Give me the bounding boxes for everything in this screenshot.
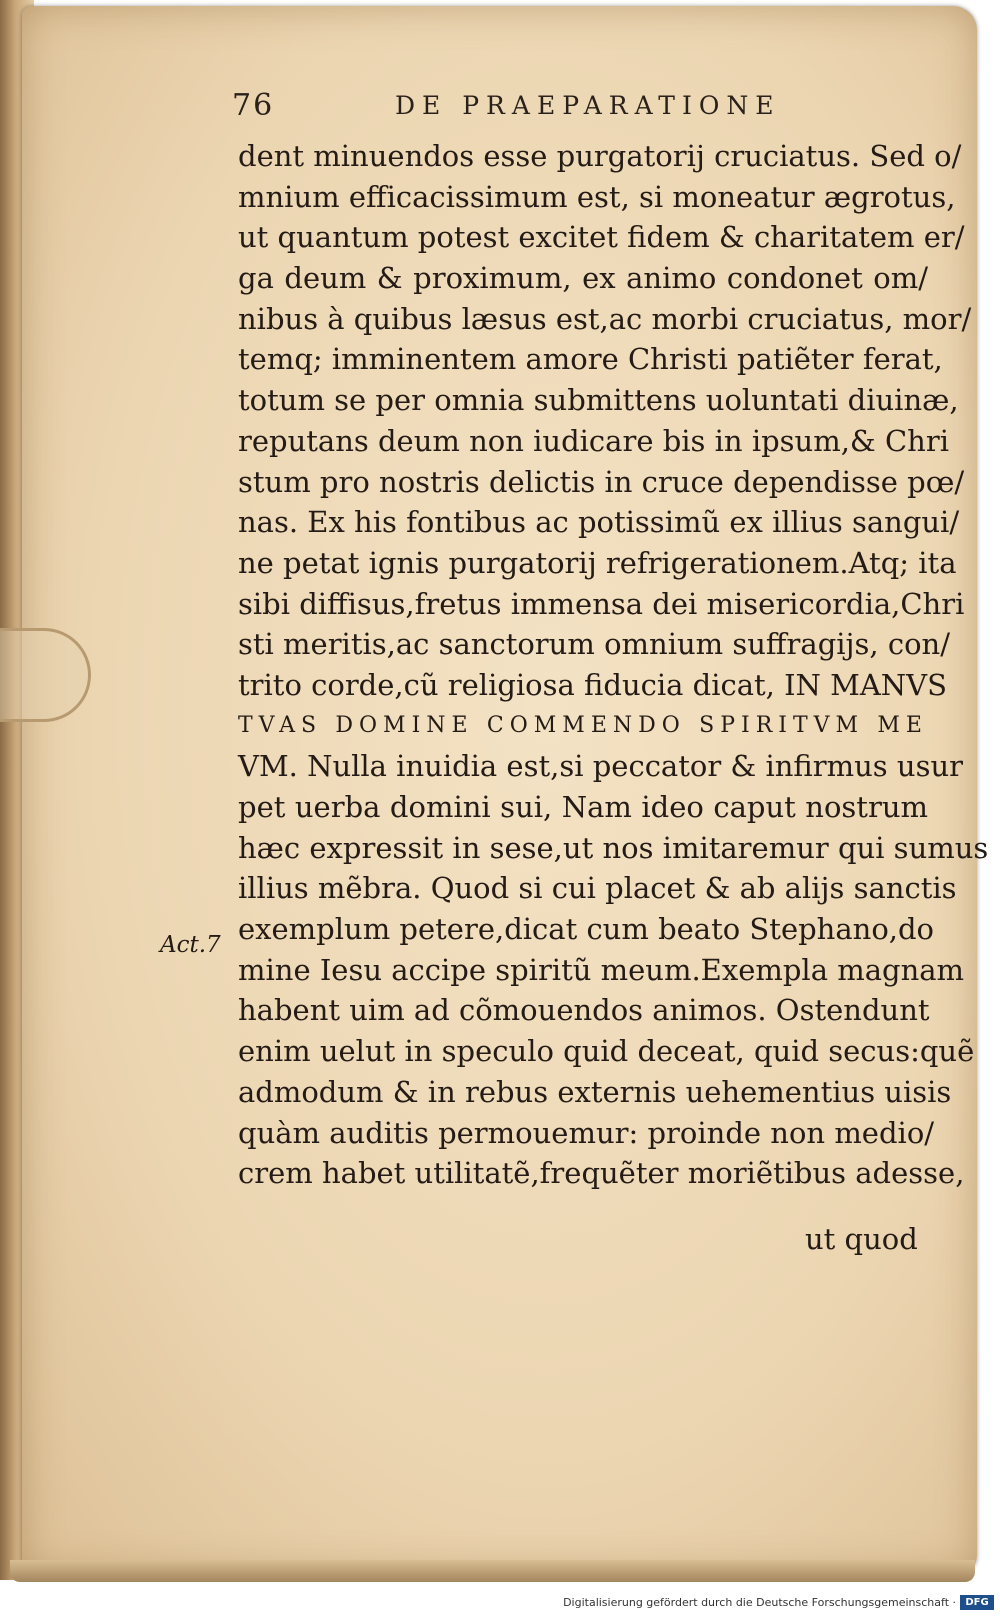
text-line: dent minuendos esse purgatorij cruciatus. Sed o/ [238,139,962,173]
text-line: reputans deum non iudicare bis in ipsum,& Chri [238,423,949,458]
text-line: sibi diffisus,fretus immensa dei misericordia,Chri [238,586,965,621]
text-line: illius mẽbra. Quod si cui placet & ab alijs sanctis [238,871,957,906]
text-line: VM. Nulla inuidia est,si peccator & infirmus usur [238,749,963,784]
running-title: DE PRAEPARATIONE [395,91,781,120]
marginal-note: Act.7 [160,932,221,958]
text-line-capitals: TVAS DOMINE COMMENDO SPIRITVM ME [238,712,928,738]
funding-credit: Digitalisierung gefördert durch die Deutsche Forschungsgemeinschaft · [563,1596,956,1609]
text-line: habent uim ad cõmouendos animos. Ostendunt [238,993,930,1028]
text-line: mnium efficacissimum est, si moneatur ægrotus, [238,179,956,214]
body-text [238,136,989,1194]
text-line: nibus à quibus læsus est,ac morbi cruciatus, mor/ [238,301,972,336]
text-line: pet uerba domini sui, Nam ideo caput nostrum [238,790,928,824]
text-line: enim uelut in speculo quid deceat, quid secus:quẽ [238,1034,975,1069]
text-line: quàm auditis permouemur: proinde non medio/ [238,1115,935,1150]
text-line: stum pro nostris delictis in cruce dependisse pœ/ [238,464,965,499]
page-clasp-mark [0,628,91,722]
book-bottom-edge [10,1560,975,1582]
text-line: temq; imminentem amore Christi patiẽter ferat, [238,342,943,377]
text-line: crem habet utilitatẽ,frequẽter moriẽtibus adesse, [238,1156,965,1191]
text-line: hæc expressit in sese,ut nos imitaremur qui sumus [238,830,989,865]
text-line: ga deum & proximum, ex animo condonet om/ [238,261,928,296]
catchword: ut quod [805,1222,918,1256]
text-line: trito corde,cũ religiosa fiducia dicat, IN MANVS [238,667,947,702]
text-line: sti meritis,ac sanctorum omnium suffragijs, con/ [238,627,950,662]
text-line: admodum & in rebus externis uehementius uisis [238,1074,952,1109]
text-line: nas. Ex his fontibus ac potissimũ ex illius sangui/ [238,505,960,540]
footer-bar [0,1592,1000,1617]
running-head [0,88,1000,128]
page-number: 76 [232,88,275,123]
text-line: exemplum petere,dicat cum beato Stephano,do [238,912,935,947]
text-line: ne petat ignis purgatorij refrigerationem.Atq; ita [238,545,957,580]
dfg-logo-icon: DFG [960,1595,994,1610]
text-line: totum se per omnia submittens uoluntati diuinæ, [238,383,959,418]
text-line: ut quantum potest excitet fidem & charitatem er/ [238,220,965,255]
text-line: mine Iesu accipe spiritũ meum.Exempla magnam [238,952,965,987]
